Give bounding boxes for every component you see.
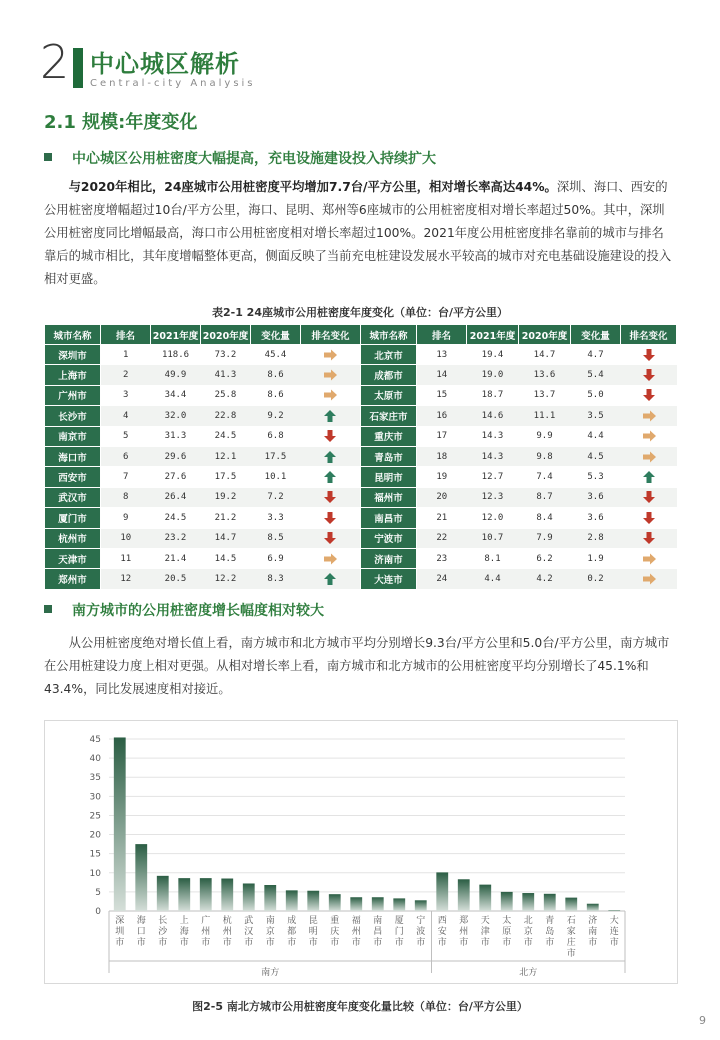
y-tick-label: 5 [95,887,101,898]
paragraph-1 [44,176,676,291]
bar-上海市 [178,878,190,911]
table-cell-change: 8.6 [251,385,301,405]
bar-大连市 [608,910,620,911]
table-cell-y2021: 14.3 [467,446,519,466]
trend-flat-arrow-icon [642,430,656,442]
rank-change-cell [301,385,361,405]
y-tick-label: 15 [89,849,101,860]
bar-重庆市 [329,894,341,911]
table-cell-change: 1.9 [571,548,621,568]
x-tick-label: 海口市 [136,916,146,948]
table-row [45,569,677,589]
x-tick-label: 天津市 [480,916,490,948]
trend-down-arrow-icon [642,512,656,524]
rank-change-cell [621,508,677,528]
trend-flat-arrow-icon [323,389,337,401]
city-name-cell: 西安市 [45,467,101,487]
table-cell-change: 45.4 [251,345,301,365]
rank-change-cell [621,385,677,405]
table-cell-rank: 8 [101,487,151,507]
city-name-cell: 大连市 [361,569,417,589]
bar-福州市 [350,897,362,911]
table-cell-change: 7.2 [251,487,301,507]
bar-武汉市 [243,883,255,911]
trend-up-arrow-icon [642,471,656,483]
table-cell-change: 3.3 [251,508,301,528]
table-cell-change: 4.5 [571,446,621,466]
table-header-cell: 2020年度 [201,325,251,345]
table-header-cell: 2021年度 [151,325,201,345]
bar-海口市 [135,844,147,911]
table-cell-y2021: 24.5 [151,508,201,528]
paragraph-2: 从公用桩密度绝对增长值上看，南方城市和北方城市平均分别增长9.3台/平方公里和5.0台/平方公里，南方城市在公用桩建设力度上相对更强。从相对增长率上看，南方城市和北方城市的公用桩密度平均分别增长了45.1%和43.4%，同比发展速度相对接近。 [44,636,670,696]
bar-天津市 [479,885,491,911]
table-row [45,345,677,365]
rank-change-cell [301,528,361,548]
trend-flat-arrow-icon [642,553,656,565]
square-bullet-icon [44,605,52,613]
rank-change-cell [621,406,677,426]
city-name-cell: 太原市 [361,385,417,405]
table-cell-y2021: 118.6 [151,345,201,365]
table-cell-rank: 7 [101,467,151,487]
table-cell-rank: 19 [417,467,467,487]
rank-change-cell [621,345,677,365]
bar-南昌市 [372,897,384,911]
group-label: 北方 [519,968,538,978]
table-cell-y2021: 10.7 [467,528,519,548]
bar-太原市 [501,892,513,911]
trend-up-arrow-icon [323,471,337,483]
y-tick-label: 40 [89,754,101,765]
table-header-cell: 变化量 [251,325,301,345]
table-cell-y2021: 18.7 [467,385,519,405]
trend-flat-arrow-icon [642,451,656,463]
rank-change-cell [621,569,677,589]
table-cell-change: 9.2 [251,406,301,426]
y-tick-label: 10 [89,868,101,879]
city-name-cell: 天津市 [45,548,101,568]
trend-down-arrow-icon [642,389,656,401]
table-cell-rank: 11 [101,548,151,568]
table-cell-rank: 4 [101,406,151,426]
page-number: 9 [699,1014,706,1027]
city-name-cell: 上海市 [45,365,101,385]
table-caption: 表2-1 24座城市公用桩密度年度变化（单位：台/平方公里） [211,306,509,319]
city-name-cell: 南京市 [45,426,101,446]
table-cell-y2020: 7.4 [519,467,571,487]
table-cell-rank: 18 [417,446,467,466]
table-cell-y2020: 6.2 [519,548,571,568]
table-cell-change: 10.1 [251,467,301,487]
city-name-cell: 昆明市 [361,467,417,487]
city-name-cell: 成都市 [361,365,417,385]
paragraph-1-rest: 深圳、海口、西安的公用桩密度增幅超过10台/平方公里，海口、昆明、郑州等6座城市的公用桩密度相对增长率超过50%。其中，深圳公用桩密度同比增幅最高，海口市公用桩密度相对增长率超过100%。2021年度公用桩密度排名靠前的城市与排名靠后的城市相比，其年度增幅整体更高，侧面反映了当前充电桩建设发展水平较高的城市对充电基础设施建设的投入相对更盛。 [44,180,672,286]
table-cell-rank: 17 [417,426,467,446]
table-cell-y2020: 12.2 [201,569,251,589]
table-row [45,508,677,528]
table-cell-y2021: 12.3 [467,487,519,507]
bar-广州市 [200,878,212,911]
table-cell-change: 8.5 [251,528,301,548]
table-cell-rank: 13 [417,345,467,365]
table-header-cell: 变化量 [571,325,621,345]
trend-down-arrow-icon [323,512,337,524]
table-cell-y2020: 24.5 [201,426,251,446]
table-cell-rank: 12 [101,569,151,589]
city-name-cell: 石家庄市 [361,406,417,426]
table-header-cell: 排名 [417,325,467,345]
table-header-cell: 2021年度 [467,325,519,345]
table-cell-rank: 23 [417,548,467,568]
table-cell-y2021: 27.6 [151,467,201,487]
y-tick-label: 0 [95,907,101,917]
paragraph-1-bold: 与2020年相比，24座城市公用桩密度平均增加7.7台/平方公里，相对增长率高达44%。 [68,180,557,194]
x-tick-label: 武汉市 [244,916,254,948]
table-header-cell: 2020年度 [519,325,571,345]
x-tick-label: 宁波市 [416,916,426,948]
x-tick-label: 厦门市 [394,916,404,948]
trend-down-arrow-icon [642,349,656,361]
square-bullet-icon [44,153,52,161]
table-cell-y2021: 8.1 [467,548,519,568]
table-cell-y2020: 14.5 [201,548,251,568]
x-tick-label: 昆明市 [308,916,318,948]
rank-change-cell [301,508,361,528]
city-name-cell: 深圳市 [45,345,101,365]
x-tick-label: 成都市 [287,916,297,948]
x-tick-label: 石家庄市 [566,916,576,959]
table-header-cell: 排名变化 [621,325,677,345]
table-row [45,365,677,385]
table-cell-y2021: 31.3 [151,426,201,446]
trend-flat-arrow-icon [642,410,656,422]
table-cell-y2021: 19.4 [467,345,519,365]
bar-西安市 [436,872,448,911]
trend-up-arrow-icon [323,451,337,463]
table-cell-rank: 14 [417,365,467,385]
x-tick-label: 长沙市 [158,916,168,948]
trend-down-arrow-icon [323,532,337,544]
table-cell-y2021: 14.3 [467,426,519,446]
table-cell-y2020: 11.1 [519,406,571,426]
x-tick-label: 上海市 [179,916,189,948]
table-cell-change: 3.6 [571,508,621,528]
trend-down-arrow-icon [642,369,656,381]
rank-change-cell [301,487,361,507]
rank-change-cell [301,345,361,365]
table-cell-y2020: 22.8 [201,406,251,426]
y-tick-label: 45 [89,735,101,745]
table-cell-change: 6.9 [251,548,301,568]
table-cell-y2021: 21.4 [151,548,201,568]
table-cell-rank: 24 [417,569,467,589]
bar-杭州市 [221,879,233,911]
table-cell-y2020: 9.8 [519,446,571,466]
x-tick-label: 济南市 [588,916,598,948]
table-cell-change: 5.3 [571,467,621,487]
trend-flat-arrow-icon [323,553,337,565]
bar-宁波市 [415,900,427,911]
bar-深圳市 [114,737,126,911]
x-tick-label: 重庆市 [330,916,340,948]
rank-change-cell [301,569,361,589]
table-cell-y2020: 41.3 [201,365,251,385]
y-tick-label: 25 [89,811,101,822]
table-cell-y2021: 20.5 [151,569,201,589]
x-tick-label: 郑州市 [459,916,469,948]
bar-昆明市 [307,891,319,911]
x-tick-label: 青岛市 [545,916,555,948]
table-header-row [45,325,677,345]
table-cell-y2020: 13.6 [519,365,571,385]
table-cell-rank: 21 [417,508,467,528]
table-cell-rank: 22 [417,528,467,548]
x-tick-label: 太原市 [502,916,512,948]
city-name-cell: 长沙市 [45,406,101,426]
table-cell-y2020: 7.9 [519,528,571,548]
group-label: 南方 [261,968,280,978]
table-cell-y2021: 23.2 [151,528,201,548]
city-name-cell: 南昌市 [361,508,417,528]
table-row [45,406,677,426]
table-cell-y2021: 29.6 [151,446,201,466]
table-cell-y2021: 19.0 [467,365,519,385]
table-cell-y2021: 49.9 [151,365,201,385]
table-cell-rank: 20 [417,487,467,507]
table-cell-change: 8.6 [251,365,301,385]
rank-change-cell [301,426,361,446]
trend-up-arrow-icon [323,573,337,585]
table-cell-rank: 5 [101,426,151,446]
bar-郑州市 [458,879,470,911]
y-tick-label: 20 [89,830,101,841]
table-cell-rank: 15 [417,385,467,405]
y-tick-label: 35 [89,773,101,784]
table-cell-rank: 6 [101,446,151,466]
bar-成都市 [286,890,298,911]
table-cell-y2021: 32.0 [151,406,201,426]
trend-down-arrow-icon [323,491,337,503]
table-cell-y2020: 4.2 [519,569,571,589]
trend-up-arrow-icon [323,410,337,422]
city-name-cell: 福州市 [361,487,417,507]
table-cell-y2021: 12.7 [467,467,519,487]
table-cell-rank: 10 [101,528,151,548]
rank-change-cell [301,467,361,487]
rank-change-cell [621,426,677,446]
table-cell-y2020: 12.1 [201,446,251,466]
table-header-cell: 排名变化 [301,325,361,345]
bar-北京市 [522,893,534,911]
x-tick-label: 南京市 [265,916,275,948]
city-name-cell: 重庆市 [361,426,417,446]
table-cell-y2020: 21.2 [201,508,251,528]
rank-change-cell [621,528,677,548]
city-name-cell: 厦门市 [45,508,101,528]
x-tick-label: 南昌市 [373,916,383,948]
chapter-accent-bar [73,48,83,88]
table-header-cell: 城市名称 [361,325,417,345]
table-cell-change: 8.3 [251,569,301,589]
city-name-cell: 海口市 [45,446,101,466]
rank-change-cell [621,467,677,487]
table-cell-y2021: 34.4 [151,385,201,405]
bullet-heading-1-text: 中心城区公用桩密度大幅提高，充电设施建设投入持续扩大 [72,151,436,167]
table-cell-change: 4.4 [571,426,621,446]
table-cell-y2020: 19.2 [201,487,251,507]
table-cell-change: 3.5 [571,406,621,426]
chapter-title: 中心城区解析 [90,50,240,78]
table-cell-change: 5.0 [571,385,621,405]
rank-change-cell [301,365,361,385]
table-cell-y2021: 14.6 [467,406,519,426]
trend-down-arrow-icon [642,491,656,503]
chapter-subtitle: Central-city Analysis [90,78,256,89]
city-name-cell: 北京市 [361,345,417,365]
bar-南京市 [264,885,276,911]
table-row [45,548,677,568]
x-tick-label: 大连市 [609,916,619,948]
bar-石家庄市 [565,898,577,911]
table-cell-change: 5.4 [571,365,621,385]
trend-flat-arrow-icon [642,573,656,585]
x-tick-label: 深圳市 [115,916,125,948]
density-table [44,324,677,590]
table-row [45,487,677,507]
table-body [45,345,677,590]
bar-厦门市 [393,898,405,911]
trend-flat-arrow-icon [323,349,337,361]
x-tick-label: 西安市 [437,916,447,948]
bullet-heading-1 [44,148,436,168]
rank-change-cell [301,446,361,466]
bar-chart-svg [45,721,677,983]
table-cell-y2020: 17.5 [201,467,251,487]
table-cell-change: 6.8 [251,426,301,446]
table-cell-rank: 3 [101,385,151,405]
x-tick-label: 北京市 [523,916,533,948]
city-name-cell: 武汉市 [45,487,101,507]
table-cell-y2021: 12.0 [467,508,519,528]
table-cell-rank: 9 [101,508,151,528]
bar-济南市 [587,904,599,911]
table-row [45,446,677,466]
x-tick-label: 福州市 [351,916,361,948]
table-row [45,528,677,548]
rank-change-cell [301,548,361,568]
table-cell-change: 0.2 [571,569,621,589]
table-cell-rank: 1 [101,345,151,365]
x-tick-label: 广州市 [201,916,211,948]
table-row [45,385,677,405]
table-row [45,467,677,487]
figure-caption: 图2-5 南北方城市公用桩密度年度变化量比较（单位：台/平方公里） [192,1000,528,1013]
chapter-header [40,35,340,96]
table-cell-y2020: 13.7 [519,385,571,405]
table-cell-change: 2.8 [571,528,621,548]
table-header-cell: 排名 [101,325,151,345]
x-tick-label: 杭州市 [222,916,232,948]
table-cell-change: 17.5 [251,446,301,466]
rank-change-cell [621,548,677,568]
bar-长沙市 [157,876,169,911]
bar-青岛市 [544,894,556,911]
table-cell-y2020: 25.8 [201,385,251,405]
table-cell-y2020: 73.2 [201,345,251,365]
table-cell-y2021: 26.4 [151,487,201,507]
table-row [45,426,677,446]
table-cell-y2020: 14.7 [519,345,571,365]
table-cell-y2021: 4.4 [467,569,519,589]
bar-chart [44,720,678,984]
rank-change-cell [301,406,361,426]
trend-down-arrow-icon [323,430,337,442]
rank-change-cell [621,487,677,507]
table-cell-change: 3.6 [571,487,621,507]
table-cell-y2020: 8.7 [519,487,571,507]
table-cell-y2020: 14.7 [201,528,251,548]
bullet-heading-2 [44,600,324,620]
y-tick-label: 30 [89,792,101,803]
table-cell-rank: 16 [417,406,467,426]
table-cell-rank: 2 [101,365,151,385]
bullet-heading-2-text: 南方城市的公用桩密度增长幅度相对较大 [72,603,324,619]
city-name-cell: 青岛市 [361,446,417,466]
table-cell-change: 4.7 [571,345,621,365]
table-header-cell: 城市名称 [45,325,101,345]
city-name-cell: 郑州市 [45,569,101,589]
table-cell-y2020: 8.4 [519,508,571,528]
section-title: 2.1 规模:年度变化 [44,112,198,133]
trend-flat-arrow-icon [323,369,337,381]
trend-down-arrow-icon [642,532,656,544]
table-cell-y2020: 9.9 [519,426,571,446]
city-name-cell: 广州市 [45,385,101,405]
chapter-number: 2 [40,35,70,89]
rank-change-cell [621,446,677,466]
city-name-cell: 杭州市 [45,528,101,548]
rank-change-cell [621,365,677,385]
city-name-cell: 济南市 [361,548,417,568]
city-name-cell: 宁波市 [361,528,417,548]
